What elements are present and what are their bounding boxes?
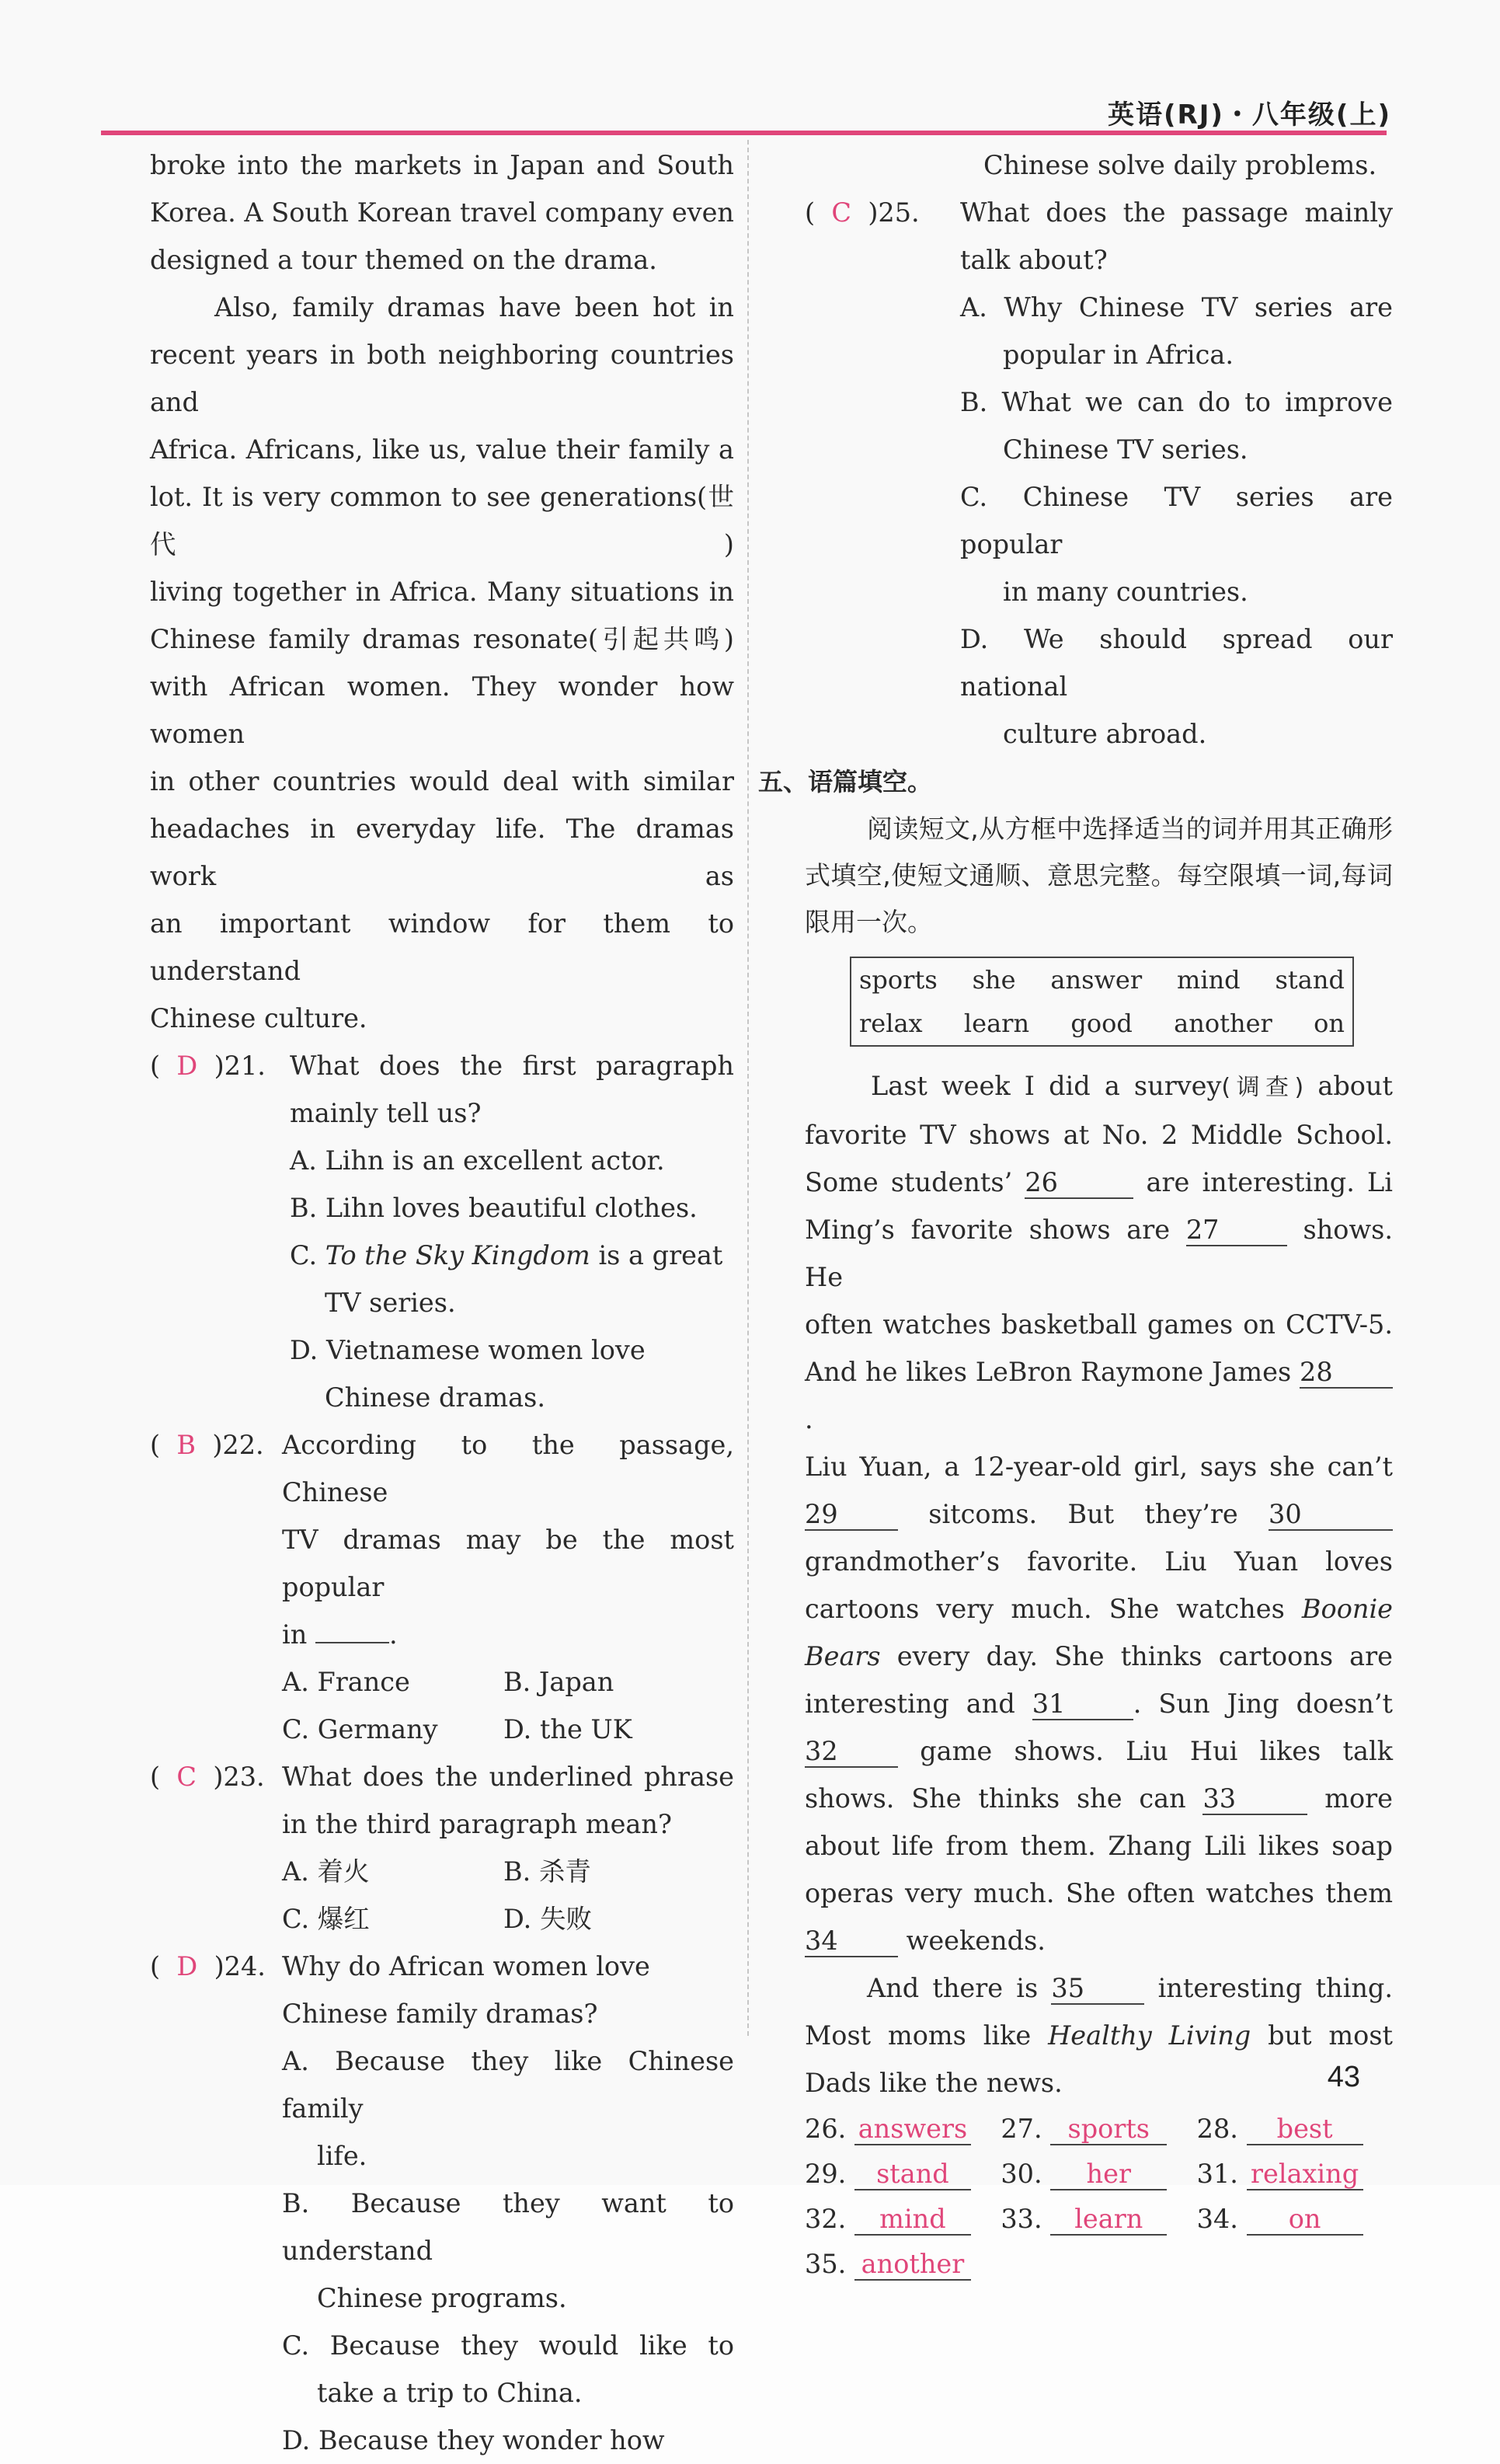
answer-item: 29. stand xyxy=(805,2152,1001,2197)
option-b-cont: Chinese TV series. xyxy=(1003,434,1248,465)
blank-28[interactable]: 28 xyxy=(1300,1357,1393,1389)
passage-line: Liu Yuan, a 12-year-old girl, says she can’t xyxy=(805,1452,1393,1482)
word-option: good xyxy=(1070,1009,1133,1038)
passage-line: 29 sitcoms. But they’re 30 xyxy=(805,1490,1393,1538)
answer-value: answers xyxy=(854,2114,971,2145)
paragraph-line: Africa. Africans, like us, value their family a xyxy=(150,434,734,465)
page-header-title: 英语(RJ)・八年级(上) xyxy=(1108,99,1391,131)
paragraph-line: broke into the markets in Japan and South xyxy=(150,150,734,180)
paragraph-line: an important window for them to understand xyxy=(150,908,734,986)
answer-item: 32. mind xyxy=(805,2197,1001,2242)
word-option: mind xyxy=(1176,965,1241,995)
answer-mark: C xyxy=(176,1762,197,1792)
blank-26[interactable]: 26 xyxy=(1025,1168,1133,1199)
blank-27[interactable]: 27 xyxy=(1186,1215,1287,1246)
word-option: answer xyxy=(1050,965,1143,995)
passage-line: cartoons very much. She watches Boonie xyxy=(805,1594,1393,1624)
answer-row xyxy=(805,2152,1393,2197)
option-b: B. Lihn loves beautiful clothes. xyxy=(290,1193,698,1223)
answer-blank[interactable] xyxy=(315,1642,389,1643)
answer-mark: C xyxy=(831,197,852,228)
answer-bracket: ( B )22. xyxy=(150,1430,264,1460)
answer-bracket: ( D )24. xyxy=(150,1951,266,1981)
answer-item: 31. relaxing xyxy=(1197,2152,1393,2197)
option-c-cont: take a trip to China. xyxy=(317,2378,583,2408)
word-box-row xyxy=(859,958,1345,1002)
option-c: C. Chinese TV series are popular xyxy=(960,482,1393,559)
option-a-cont: popular in Africa. xyxy=(1003,340,1234,370)
blank-31[interactable]: 31 xyxy=(1032,1689,1133,1720)
passage-line: often watches basketball games on CCTV-5. xyxy=(805,1309,1393,1340)
blank-34[interactable]: 34 xyxy=(805,1926,898,1957)
passage-line: 34 weekends. xyxy=(805,1926,1046,1956)
passage-line: Ming’s favorite shows are 27 shows. He xyxy=(805,1215,1393,1292)
answer-row xyxy=(805,2197,1393,2242)
question-23 xyxy=(150,1753,734,1943)
question-22 xyxy=(150,1421,734,1753)
question-stem: What does the underlined phrase xyxy=(282,1762,734,1792)
answer-mark: D xyxy=(176,1951,198,1981)
option-b: B. What we can do to improve xyxy=(960,387,1393,417)
option-b: B. Because they want to understand xyxy=(282,2188,734,2266)
right-column xyxy=(758,141,1393,2287)
blank-32[interactable]: 32 xyxy=(805,1737,898,1768)
answer-value: another xyxy=(854,2250,971,2281)
option-a-cont: life. xyxy=(317,2141,367,2171)
option-row: A. France B. Japan xyxy=(282,1667,614,1697)
answer-row xyxy=(805,2242,1393,2287)
passage-line: favorite TV shows at No. 2 Middle School. xyxy=(805,1120,1393,1150)
paragraph-line: Chinese solve daily problems. xyxy=(983,150,1377,180)
word-box xyxy=(850,957,1354,1047)
word-option: on xyxy=(1314,1009,1345,1038)
paragraph-line: Chinese culture. xyxy=(150,1003,367,1033)
paragraph-line: Chinese family dramas resonate(引起共鸣) xyxy=(150,624,734,654)
paragraph-line: lot. It is very common to see generations(世代) xyxy=(150,482,734,559)
question-stem: Chinese family dramas? xyxy=(282,1999,598,2029)
answer-item: 28. best xyxy=(1197,2107,1393,2152)
answer-bracket: ( C )25. xyxy=(805,197,920,228)
word-option: relax xyxy=(859,1009,923,1038)
option-a: A. Because they like Chinese family xyxy=(282,2046,734,2124)
option-d-cont: culture abroad. xyxy=(1003,719,1207,749)
answer-value: best xyxy=(1247,2114,1363,2145)
passage-line: And there is 35 interesting thing. xyxy=(867,1973,1393,2003)
answer-bracket: ( C )23. xyxy=(150,1762,265,1792)
option-c: C. To the Sky Kingdom is a great xyxy=(290,1240,723,1270)
passage-line: And he likes LeBron Raymone James 28. xyxy=(805,1348,1393,1443)
left-column xyxy=(150,141,734,2464)
answer-item: 33. learn xyxy=(1001,2197,1196,2242)
answer-mark: B xyxy=(176,1430,197,1460)
section-title: 五、语篇填空。 xyxy=(758,767,933,796)
page-number: 43 xyxy=(1327,2061,1360,2093)
passage-line: 32 game shows. Liu Hui likes talk xyxy=(805,1736,1393,1766)
option-d: D. We should spread our national xyxy=(960,624,1393,702)
option-c-cont: TV series. xyxy=(325,1288,456,1318)
option-a: A. Lihn is an excellent actor. xyxy=(290,1145,665,1176)
option-c: C. Because they would like to xyxy=(282,2330,734,2361)
question-stem: TV dramas may be the most popular xyxy=(282,1525,734,1602)
instructions: 阅读短文,从方框中选择适当的词并用其正确形式填空,使短文通顺、意思完整。每空限填一词,每词限用一次。 xyxy=(805,814,1393,937)
question-25 xyxy=(805,189,1393,758)
word-option: learn xyxy=(963,1009,1030,1038)
option-c-cont: in many countries. xyxy=(1003,577,1248,607)
answer-item: 27. sports xyxy=(1001,2107,1196,2152)
question-21 xyxy=(150,1042,734,1421)
blank-30[interactable]: 30 xyxy=(1269,1500,1393,1531)
option-a: A. Why Chinese TV series are xyxy=(960,292,1393,322)
paragraph-line: recent years in both neighboring countries and xyxy=(150,340,734,417)
header-rule xyxy=(101,131,1387,135)
paragraph-line: designed a tour themed on the drama. xyxy=(150,245,657,275)
column-divider xyxy=(747,140,749,2036)
passage-line: shows. She thinks she can 33 more xyxy=(805,1783,1393,1814)
passage-line: Some students’ 26 are interesting. Li xyxy=(805,1167,1393,1197)
answer-bracket: ( D )21. xyxy=(150,1051,266,1081)
blank-29[interactable]: 29 xyxy=(805,1500,898,1531)
passage-line: Last week I did a survey(调查) about xyxy=(871,1071,1393,1101)
answer-row xyxy=(805,2107,1393,2152)
option-d-cont: Chinese dramas. xyxy=(325,1382,545,1413)
passage-line: Most moms like Healthy Living but most xyxy=(805,2020,1393,2051)
word-option: sports xyxy=(859,965,938,995)
question-stem: What does the passage mainly xyxy=(960,197,1393,228)
paragraph-line: Also, family dramas have been hot in xyxy=(214,292,734,322)
question-stem: What does the first paragraph xyxy=(290,1051,734,1081)
passage-line: Dads like the news. xyxy=(805,2068,1063,2098)
passage-line: grandmother’s favorite. Liu Yuan loves xyxy=(805,1546,1393,1577)
option-row: C. 爆红 D. 失败 xyxy=(282,1904,592,1934)
answer-value: mind xyxy=(854,2204,971,2236)
paragraph-line: Korea. A South Korean travel company even xyxy=(150,197,734,228)
passage-line: operas very much. She often watches them xyxy=(805,1878,1393,1908)
word-option: she xyxy=(972,965,1016,995)
passage-line: about life from them. Zhang Lili likes soap xyxy=(805,1831,1393,1861)
option-d: D. Because they wonder how xyxy=(282,2425,665,2455)
option-b-cont: Chinese programs. xyxy=(317,2283,567,2313)
answer-item: 35. another xyxy=(805,2242,1007,2287)
question-stem: According to the passage, Chinese xyxy=(282,1430,734,1507)
answer-value: learn xyxy=(1050,2204,1167,2236)
blank-33[interactable]: 33 xyxy=(1202,1784,1307,1815)
word-box-row xyxy=(859,1002,1345,1045)
question-stem: in the third paragraph mean? xyxy=(282,1809,672,1839)
answer-value: on xyxy=(1247,2204,1363,2236)
answer-value: sports xyxy=(1050,2114,1167,2145)
paragraph-line: headaches in everyday life. The dramas work as xyxy=(150,814,734,891)
answer-item: 34. on xyxy=(1197,2197,1393,2242)
answer-grid xyxy=(805,2107,1393,2287)
paragraph-line: living together in Africa. Many situations in xyxy=(150,577,734,607)
word-option: stand xyxy=(1275,965,1345,995)
option-d: D. Vietnamese women love xyxy=(290,1335,646,1365)
option-row: C. Germany D. the UK xyxy=(282,1714,632,1744)
paragraph-line: in other countries would deal with similar xyxy=(150,766,734,796)
passage-line: Bears every day. She thinks cartoons are xyxy=(805,1641,1393,1671)
paragraph-line: with African women. They wonder how women xyxy=(150,671,734,749)
blank-35[interactable]: 35 xyxy=(1051,1974,1144,2005)
question-24 xyxy=(150,1943,734,2464)
answer-value: relaxing xyxy=(1247,2159,1363,2190)
word-option: another xyxy=(1174,1009,1272,1038)
answer-item: 30. her xyxy=(1001,2152,1196,2197)
answer-item: 26. answers xyxy=(805,2107,1001,2152)
question-stem: Why do African women love xyxy=(282,1951,650,1981)
question-stem: in . xyxy=(282,1619,398,1650)
passage-line: interesting and 31 . Sun Jing doesn’t xyxy=(805,1689,1393,1719)
answer-value: stand xyxy=(854,2159,971,2190)
answer-value: her xyxy=(1050,2159,1167,2190)
question-stem: talk about? xyxy=(960,245,1108,275)
option-row: A. 着火 B. 杀青 xyxy=(282,1856,591,1887)
answer-mark: D xyxy=(176,1051,198,1081)
question-stem: mainly tell us? xyxy=(290,1098,482,1128)
